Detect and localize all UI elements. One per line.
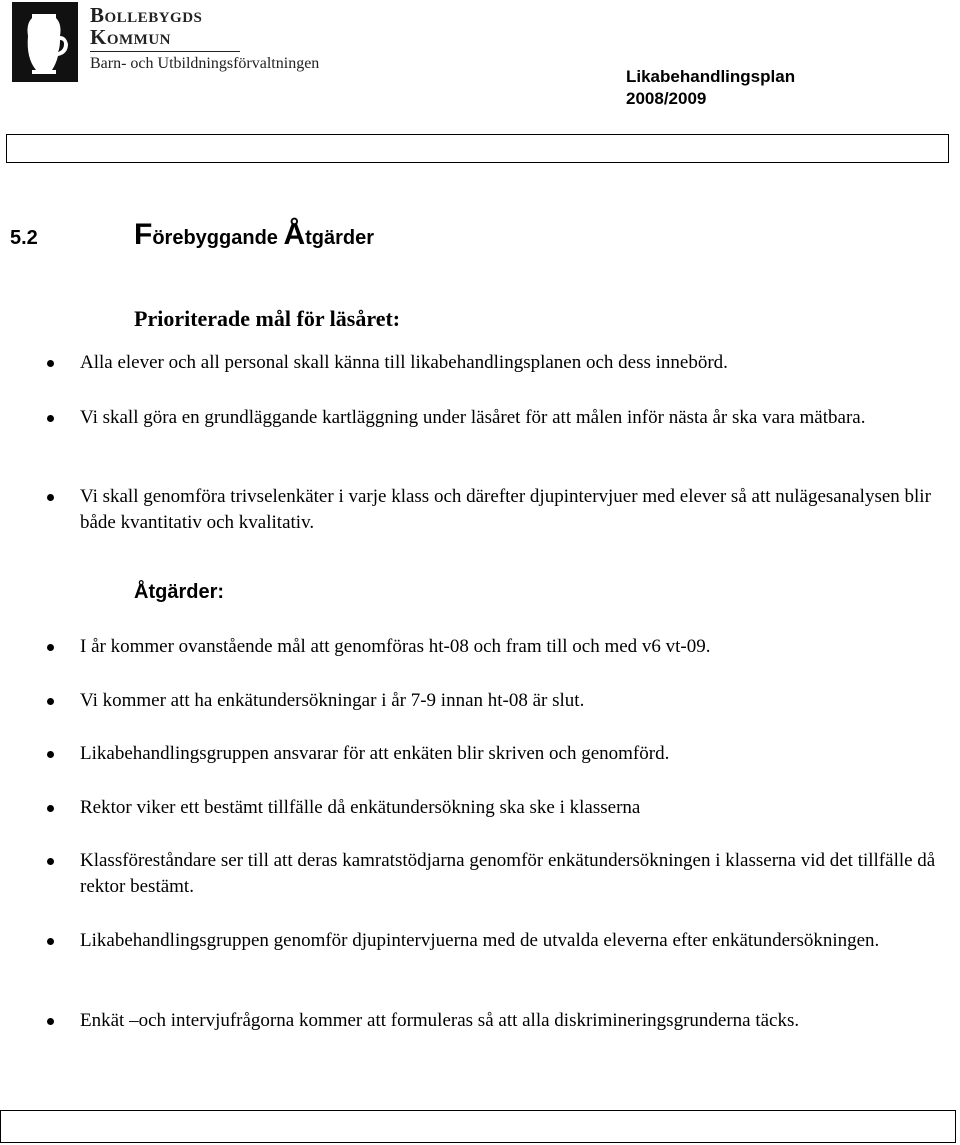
list-item-text: Rektor viker ett bestämt tillfälle då enkätundersökning ska ske i klasserna [80,797,641,818]
bullet-icon [47,415,54,422]
list-item-text: I år kommer ovanstående mål att genomföras ht-08 och fram till och med v6 vt-09. [80,636,711,657]
logo-department: Barn- och Utbildningsförvaltningen [90,55,320,72]
list-item-text: Likabehandlingsgruppen genomför djupintervjuerna med de utvalda eleverna efter enkätundersökningen. [80,930,880,951]
section-title-rest2: tgärder [305,227,375,249]
list-item [80,634,950,660]
bullet-icon [47,938,54,945]
list-item [80,741,950,767]
list-item-text: Klassföreståndare ser till att deras kamratstödjarna genomför enkätundersökningen i klasserna vid det tillfälle då rektor bestämt. [80,850,936,897]
logo-name-line2: Kommun [90,25,171,49]
list-item-text: Enkät –och intervjufrågorna kommer att formuleras så att alla diskrimineringsgrunderna täcks. [80,1010,800,1031]
plan-year: 2008/2009 [626,89,707,108]
list-item-text: Vi skall göra en grundläggande kartläggning under läsåret för att målen inför nästa år ska vara mätbara. [80,407,866,428]
list-item [80,405,950,431]
list-item-text: Vi skall genomföra trivselenkäter i varje klass och därefter djupintervjuer med elever så att nulägesanalysen blir både kvantitativ och kvalitativ. [80,486,931,533]
bullet-icon [47,805,54,812]
municipality-logo [12,2,352,82]
list-item [80,795,950,821]
list-item [80,848,950,900]
list-item [80,928,950,954]
section-title-cap2: Å [283,218,306,251]
logo-divider [90,51,240,52]
document-title [626,66,795,110]
bullet-icon [47,1018,54,1025]
section-title-cap1: F [134,218,153,251]
list-item-text: Vi kommer att ha enkätundersökningar i år 7-9 innan ht-08 är slut. [80,690,585,711]
list-item [80,1008,950,1034]
bullet-icon [47,698,54,705]
actions-heading: Åtgärder: [134,581,225,603]
list-item-text: Likabehandlingsgruppen ansvarar för att enkäten blir skriven och genomförd. [80,743,670,764]
bullet-icon [47,751,54,758]
priorities-heading: Prioriterade mål för läsåret: [134,306,401,331]
footer-frame [0,1110,956,1143]
jug-emblem-icon [12,2,78,82]
section-title-rest1: örebyggande [152,227,284,249]
logo-name-line1: Bollebygds [90,3,203,27]
bullet-icon [47,360,54,367]
list-item [80,688,950,714]
plan-title-text: Likabehandlingsplan [626,67,796,86]
bullet-icon [47,494,54,501]
bullet-icon [47,644,54,651]
bullet-icon [47,858,54,865]
header-frame [6,134,949,163]
list-item-text: Alla elever och all personal skall känna till likabehandlingsplanen och dess innebörd. [80,352,728,373]
list-item [80,484,950,536]
section-number: 5.2 [10,227,38,249]
list-item [80,350,950,376]
section-heading [10,218,374,252]
logo-text [90,4,319,73]
